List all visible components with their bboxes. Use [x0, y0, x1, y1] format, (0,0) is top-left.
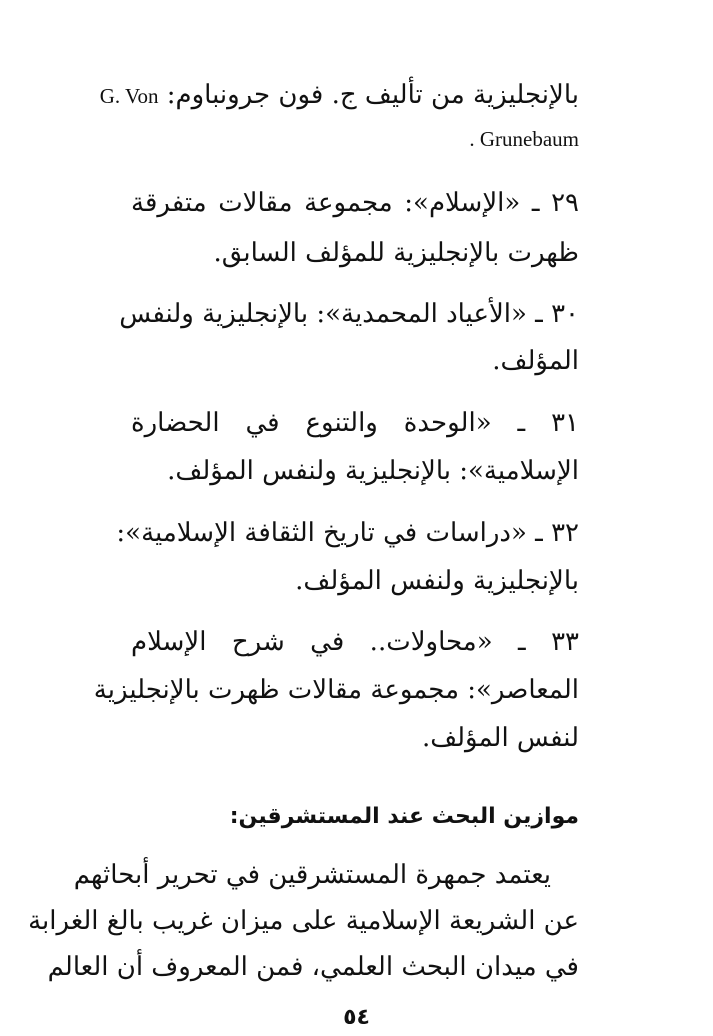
section-paragraph-line-2: عن الشريعة الإسلامية على ميزان غريب بالغ الغرابة [28, 906, 579, 936]
intro-latin-surname: . Grunebaum [469, 127, 579, 151]
entry-33-line-1: ٣٣ ـ «محاولات.. في شرح الإسلام [131, 627, 579, 657]
intro-line-2 [131, 121, 579, 156]
intro-latin-name: G. Von [99, 84, 159, 108]
section-paragraph-line-3: في ميدان البحث العلمي، فمن المعروف أن العالم [47, 952, 579, 982]
entry-30-line-2: المؤلف. [492, 346, 579, 376]
section-heading: موازين البحث عند المستشرقين: [229, 804, 579, 829]
page-number: ٥٤ [343, 1005, 370, 1030]
entry-33-line-2: المعاصر»: مجموعة مقالات ظهرت بالإنجليزية [93, 675, 579, 705]
entry-30-line-1: ٣٠ ـ «الأعياد المحمدية»: بالإنجليزية ولنفس [119, 299, 579, 329]
entry-32-line-2: بالإنجليزية ولنفس المؤلف. [295, 566, 579, 596]
entry-29-line-1: ٢٩ ـ «الإسلام»: مجموعة مقالات متفرقة [131, 188, 579, 218]
entry-29-line-2: ظهرت بالإنجليزية للمؤلف السابق. [213, 238, 579, 268]
intro-arabic-text: بالإنجليزية من تأليف ج. فون جرونباوم: [166, 80, 579, 110]
entry-31-line-1: ٣١ ـ «الوحدة والتنوع في الحضارة [131, 408, 579, 438]
entry-32-line-1: ٣٢ ـ «دراسات في تاريخ الثقافة الإسلامية»: [116, 518, 579, 548]
section-paragraph-line-1: يعتمد جمهرة المستشرقين في تحرير أبحاثهم [73, 860, 551, 890]
intro-line-1 [99, 78, 579, 113]
entry-33-line-3: لنفس المؤلف. [421, 723, 579, 753]
entry-31-line-2: الإسلامية»: بالإنجليزية ولنفس المؤلف. [167, 456, 579, 486]
